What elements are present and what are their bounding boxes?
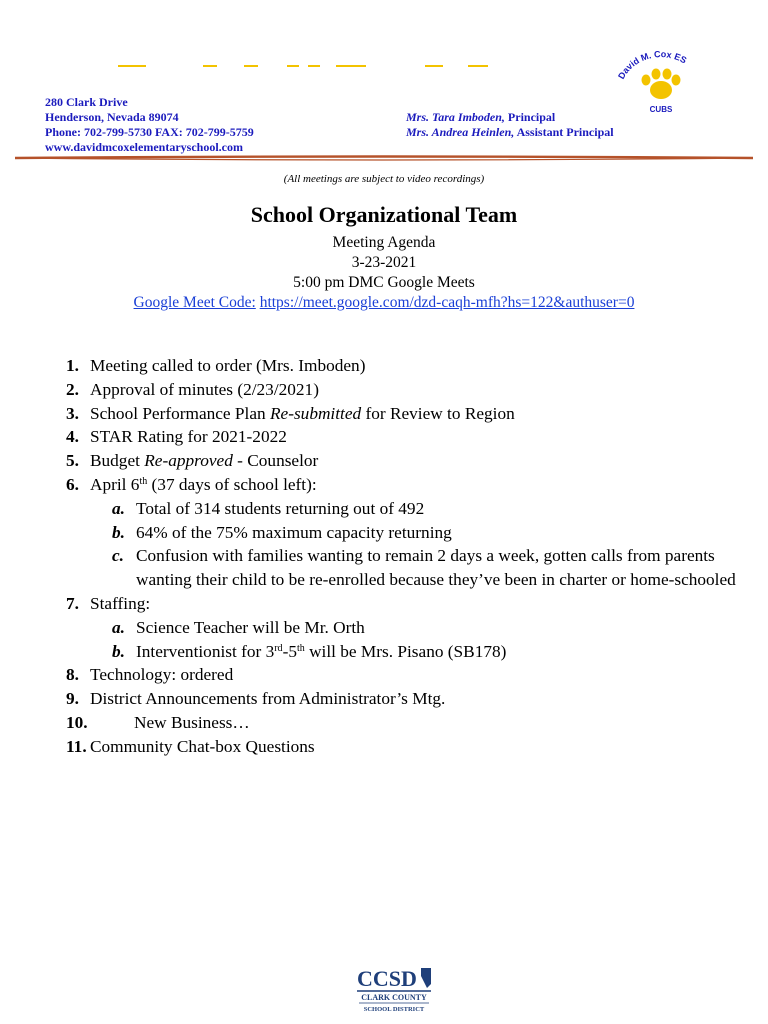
nevada-state-icon — [421, 968, 431, 988]
sub-list-item: b. Interventionist for 3rd-5th will be Mrs. Pisano (SB178) — [112, 641, 507, 661]
list-item: 6. April 6th (37 days of school left): — [66, 474, 317, 494]
svg-text:SCHOOL DISTRICT: SCHOOL DISTRICT — [363, 1006, 425, 1013]
list-item: 7. Staffing: — [66, 593, 151, 613]
header-decoration — [425, 65, 443, 67]
svg-text:David M. Cox ES: David M. Cox ES — [616, 50, 689, 81]
list-item: 5. Budget Re-approved - Counselor — [66, 451, 319, 471]
header-decoration — [203, 65, 217, 67]
header-divider — [15, 155, 753, 161]
sub-list-item: a. Total of 314 students returning out of 492 — [112, 498, 425, 518]
list-item: 3. School Performance Plan Re-submitted for Review to Region — [66, 403, 515, 423]
svg-text:CCSD: CCSD — [357, 966, 417, 991]
paw-icon — [642, 69, 681, 100]
school-address — [45, 95, 254, 155]
principal-title: Principal — [504, 110, 556, 124]
header-decoration — [308, 65, 320, 67]
header-decoration — [118, 65, 146, 67]
ccsd-logo — [355, 962, 435, 1014]
page-title: School Organizational Team — [250, 202, 518, 227]
address-city: Henderson, Nevada 89074 — [45, 110, 179, 124]
sub-list-item: a. Science Teacher will be Mr. Orth — [112, 617, 365, 637]
list-item: 2. Approval of minutes (2/23/2021) — [66, 379, 319, 399]
school-website[interactable]: www.davidmcoxelementaryschool.com — [45, 140, 243, 154]
list-item: 9. District Announcements from Administrator’s Mtg. — [66, 689, 446, 709]
school-logo — [612, 50, 710, 122]
list-item: 1. Meeting called to order (Mrs. Imboden) — [66, 356, 366, 375]
meet-link[interactable]: https://meet.google.com/dzd-caqh-mfh?hs=122&authuser=0 — [259, 294, 635, 311]
header-decoration — [244, 65, 258, 67]
address-phone-fax: Phone: 702-799-5730 FAX: 702-799-5759 — [45, 125, 254, 139]
address-street: 280 Clark Drive — [45, 95, 128, 109]
meeting-time: 5:00 pm DMC Google Meets — [293, 274, 475, 291]
assistant-name: Mrs. Andrea Heinlen, — [406, 125, 515, 139]
meeting-date: 3-23-2021 — [351, 254, 417, 271]
list-item: 4. STAR Rating for 2021-2022 — [66, 427, 287, 447]
header-decoration — [336, 65, 366, 67]
meet-code-line — [0, 294, 768, 312]
list-item: 11. Community Chat-box Questions — [66, 736, 315, 756]
meet-code-label: Google Meet Code: — [133, 294, 256, 311]
meeting-type: Meeting Agenda — [332, 234, 436, 251]
svg-text:CLARK COUNTY: CLARK COUNTY — [361, 993, 427, 1002]
principal-name: Mrs. Tara Imboden, — [406, 110, 505, 124]
header-decoration — [468, 65, 488, 67]
sub-list-item: b. 64% of the 75% maximum capacity returning — [112, 522, 452, 542]
sub-list-item: c. Confusion with families wanting to remain 2 days a week, gotten calls from parents wanting their child to be re-enrolled because they’ve been in charter or home-schooled — [112, 546, 736, 590]
agenda-list — [66, 354, 746, 759]
header-decoration — [287, 65, 299, 67]
staff-block — [406, 110, 614, 140]
list-item: 8. Technology: ordered — [66, 665, 234, 685]
recording-note: (All meetings are subject to video recordings) — [283, 173, 485, 185]
assistant-title: Assistant Principal — [514, 125, 614, 139]
list-item: 10. New Business… — [66, 712, 250, 732]
svg-text:CUBS: CUBS — [649, 105, 673, 114]
